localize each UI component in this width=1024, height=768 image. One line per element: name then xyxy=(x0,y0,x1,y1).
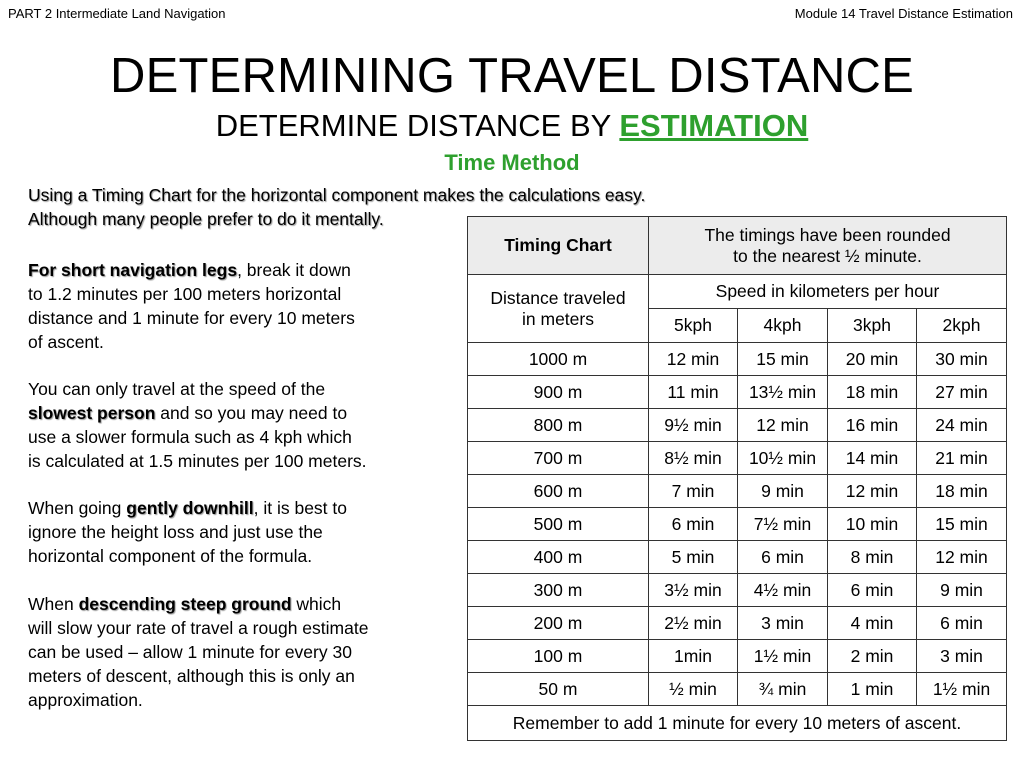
paragraph-short-legs xyxy=(28,258,448,354)
para3-line-2: ignore the height loss and just use the xyxy=(28,522,323,542)
para4-pre: When xyxy=(28,594,79,614)
time-cell: 18 min xyxy=(917,475,1007,508)
para3-line-3: horizontal component of the formula. xyxy=(28,546,313,566)
time-cell: 9 min xyxy=(738,475,828,508)
ascent-reminder: Remember to add 1 minute for every 10 meters of ascent. xyxy=(468,706,1007,741)
para4-post: which xyxy=(291,594,342,614)
para4-line-3: can be used – allow 1 minute for every 30 xyxy=(28,642,352,662)
timing-chart-title: Timing Chart xyxy=(468,217,649,275)
distance-header-line-2: in meters xyxy=(522,308,594,329)
para1-text-1: , break it down xyxy=(237,260,351,280)
time-cell: 6 min xyxy=(917,607,1007,640)
rounding-note-line-1: The timings have been rounded xyxy=(704,224,951,245)
distance-cell: 700 m xyxy=(468,442,649,475)
time-cell: 6 min xyxy=(828,574,917,607)
paragraph-steep-ground xyxy=(28,592,448,712)
time-cell: 11 min xyxy=(649,376,738,409)
intro-line-1: Using a Timing Chart for the horizontal component makes the calculations easy. xyxy=(28,185,646,205)
time-cell: 27 min xyxy=(917,376,1007,409)
distance-cell: 300 m xyxy=(468,574,649,607)
subtitle-emphasis: ESTIMATION xyxy=(619,108,809,143)
para2-line-2 xyxy=(28,401,448,425)
time-cell: 1 min xyxy=(828,673,917,706)
time-cell: 24 min xyxy=(917,409,1007,442)
para1-highlight: For short navigation legs xyxy=(28,260,238,280)
time-cell: 9 min xyxy=(917,574,1007,607)
para3-highlight: gently downhill xyxy=(126,498,254,518)
time-cell: 6 min xyxy=(738,541,828,574)
para2-text-2: and so you may need to xyxy=(155,403,348,423)
time-cell: 13½ min xyxy=(738,376,828,409)
time-cell: 3½ min xyxy=(649,574,738,607)
distance-cell: 500 m xyxy=(468,508,649,541)
distance-cell: 200 m xyxy=(468,607,649,640)
paragraph-gently-downhill xyxy=(28,496,448,568)
table-footer-row xyxy=(468,706,1007,741)
para3-pre: When going xyxy=(28,498,127,518)
table-row xyxy=(468,376,1007,409)
table-row xyxy=(468,508,1007,541)
time-cell: 1½ min xyxy=(738,640,828,673)
rounding-note xyxy=(649,217,1007,275)
time-cell: 2 min xyxy=(828,640,917,673)
time-cell: 15 min xyxy=(917,508,1007,541)
para3-line-1 xyxy=(28,496,448,520)
speed-group-header: Speed in kilometers per hour xyxy=(649,275,1007,309)
subtitle-prefix: DETERMINE DISTANCE BY xyxy=(215,108,620,143)
distance-cell: 800 m xyxy=(468,409,649,442)
distance-cell: 50 m xyxy=(468,673,649,706)
table-row xyxy=(468,343,1007,376)
page-title: DETERMINING TRAVEL DISTANCE xyxy=(109,49,915,103)
para1-line-4: of ascent. xyxy=(28,332,104,352)
para4-line-5: approximation. xyxy=(28,690,143,710)
intro-line-2: Although many people prefer to do it mentally. xyxy=(28,209,384,229)
para2-highlight: slowest person xyxy=(28,403,156,423)
time-cell: 21 min xyxy=(917,442,1007,475)
time-cell: 30 min xyxy=(917,343,1007,376)
speed-3kph: 3kph xyxy=(828,309,917,343)
speed-5kph: 5kph xyxy=(649,309,738,343)
time-cell: ¾ min xyxy=(738,673,828,706)
time-cell: 18 min xyxy=(828,376,917,409)
time-cell: 8½ min xyxy=(649,442,738,475)
para3-post: , it is best to xyxy=(253,498,347,518)
header-left: PART 2 Intermediate Land Navigation xyxy=(8,6,226,21)
time-cell: 12 min xyxy=(649,343,738,376)
distance-header-line-1: Distance traveled xyxy=(490,287,626,308)
time-cell: 10½ min xyxy=(738,442,828,475)
time-cell: 9½ min xyxy=(649,409,738,442)
time-cell: 10 min xyxy=(828,508,917,541)
table-row xyxy=(468,607,1007,640)
time-cell: 1min xyxy=(649,640,738,673)
distance-cell: 400 m xyxy=(468,541,649,574)
para2-line-1: You can only travel at the speed of the xyxy=(28,379,326,399)
para2-line-4: is calculated at 1.5 minutes per 100 meters. xyxy=(28,451,367,471)
timing-chart-table xyxy=(467,216,1007,741)
para4-line-1 xyxy=(28,592,448,616)
table-row xyxy=(468,541,1007,574)
para4-highlight: descending steep ground xyxy=(78,594,292,614)
time-cell: 4½ min xyxy=(738,574,828,607)
table-header-row xyxy=(468,217,1007,275)
time-cell: 12 min xyxy=(917,541,1007,574)
distance-cell: 600 m xyxy=(468,475,649,508)
speed-4kph: 4kph xyxy=(738,309,828,343)
para4-line-2: will slow your rate of travel a rough estimate xyxy=(28,618,369,638)
table-row xyxy=(468,475,1007,508)
timing-rows xyxy=(468,343,1007,706)
time-cell: 15 min xyxy=(738,343,828,376)
time-cell: 16 min xyxy=(828,409,917,442)
time-cell: 5 min xyxy=(649,541,738,574)
para4-line-4: meters of descent, although this is only an xyxy=(28,666,355,686)
para1-line-3: distance and 1 minute for every 10 meters xyxy=(28,308,355,328)
time-cell: 3 min xyxy=(738,607,828,640)
time-cell: 12 min xyxy=(738,409,828,442)
time-cell: 2½ min xyxy=(649,607,738,640)
table-row xyxy=(468,574,1007,607)
time-cell: 7 min xyxy=(649,475,738,508)
page-subtitle xyxy=(0,108,1024,144)
time-cell: 8 min xyxy=(828,541,917,574)
time-cell: 14 min xyxy=(828,442,917,475)
method-heading: Time Method xyxy=(444,150,580,175)
paragraph-slowest-person xyxy=(28,377,448,473)
speed-header-row xyxy=(468,275,1007,309)
distance-cell: 100 m xyxy=(468,640,649,673)
table-row xyxy=(468,409,1007,442)
rounding-note-line-2: to the nearest ½ minute. xyxy=(733,245,922,266)
table-row xyxy=(468,673,1007,706)
time-cell: 20 min xyxy=(828,343,917,376)
time-cell: 12 min xyxy=(828,475,917,508)
table-row xyxy=(468,640,1007,673)
time-cell: 3 min xyxy=(917,640,1007,673)
para1-line-1 xyxy=(28,258,448,282)
para1-line-2: to 1.2 minutes per 100 meters horizontal xyxy=(28,284,342,304)
para2-line-3: use a slower formula such as 4 kph which xyxy=(28,427,352,447)
time-cell: 1½ min xyxy=(917,673,1007,706)
time-cell: 6 min xyxy=(649,508,738,541)
distance-cell: 1000 m xyxy=(468,343,649,376)
table-row xyxy=(468,442,1007,475)
distance-cell: 900 m xyxy=(468,376,649,409)
time-cell: ½ min xyxy=(649,673,738,706)
header-right: Module 14 Travel Distance Estimation xyxy=(794,6,1013,21)
time-cell: 7½ min xyxy=(738,508,828,541)
speed-2kph: 2kph xyxy=(917,309,1007,343)
distance-column-header xyxy=(468,275,649,343)
time-cell: 4 min xyxy=(828,607,917,640)
